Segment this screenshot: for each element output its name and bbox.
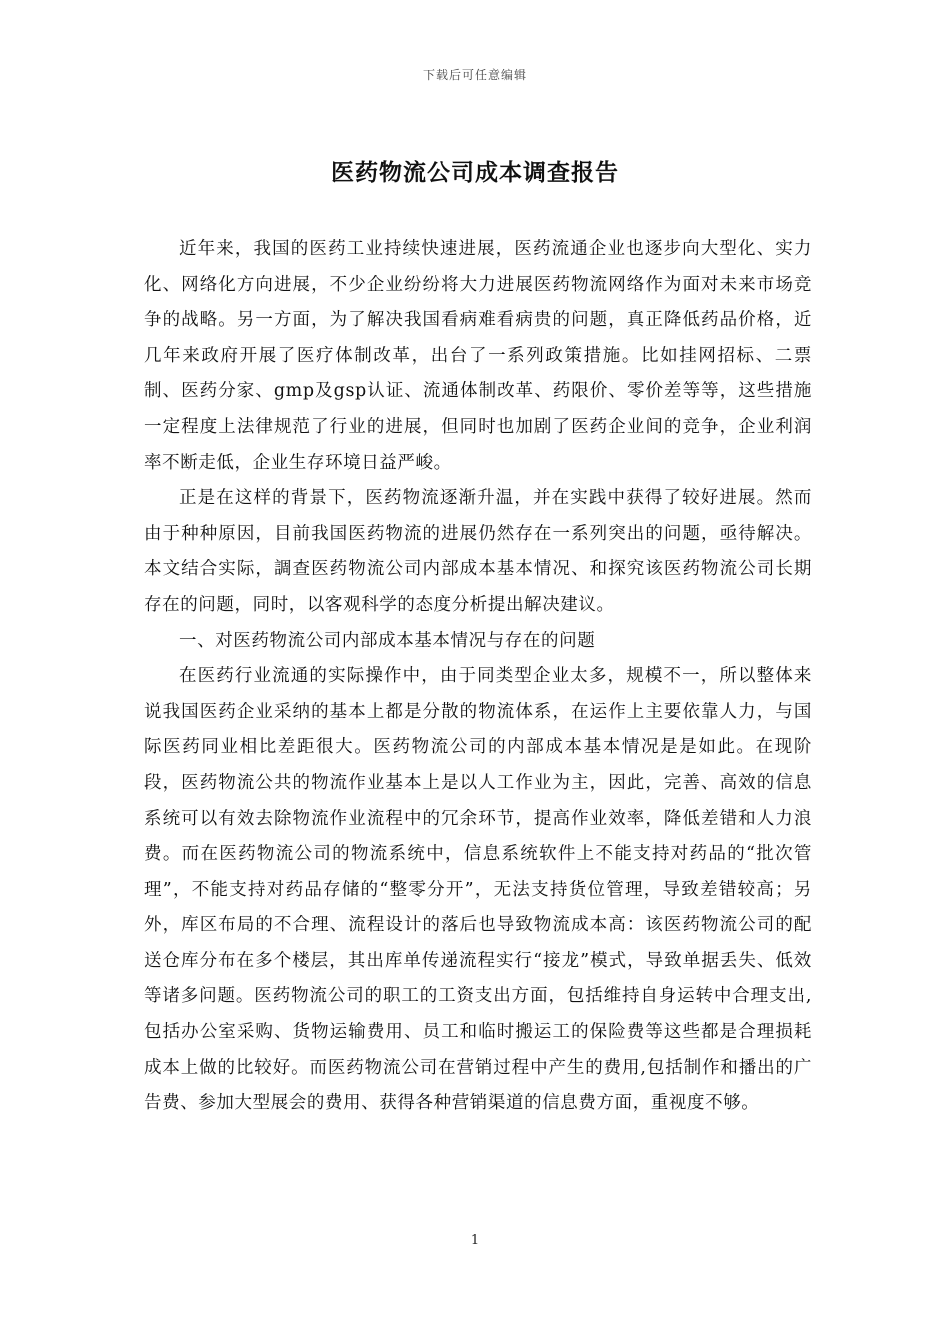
- paragraph-intro: 近年来，我国的医药工业持续快速进展，医药流通企业也逐步向大型化、实力化、网络化方向进展，不少企业纷纷将大力进展医药物流网络作为面对未来市场竞争的战略。另一方面，为了解决我国看病难看病贵的问题，真正降低药品价格，近几年来政府开展了医疗体制改革，出台了一系列政策措施。比如挂网招标、二票制、医药分家、gmp及gsp认证、流通体制改革、药限价、零价差等等，这些措施一定程度上法律规范了行业的进展，但同时也加剧了医药企业间的竞争，企业利润率不断走低，企业生存环境日益严峻。: [144, 239, 812, 473]
- page-header-note: 下载后可任意编辑: [422, 68, 527, 82]
- page-number: 1: [470, 1233, 480, 1248]
- paragraph-cost-situation: 在医药行业流通的实际操作中，由于同类型企业太多，规模不一，所以整体来说我国医药企业采纳的基本上都是分散的物流体系，在运作上主要依靠人力，与国际医药同业相比差距很大。医药物流公司的内部成本基本情况是是如此。在现阶段，医药物流公共的物流作业基本上是以人工作业为主，因此，完善、高效的信息系统可以有效去除物流作业流程中的冗余环节，提高作业效率，降低差错和人力浪费。而在医药物流公司的物流系统中，信息系统软件上不能支持对药品的“批次管理”，不能支持对药品存储的“整零分开”，无法支持货位管理，导致差错较高；另外，库区布局的不合理、流程设计的落后也导致物流成本高：该医药物流公司的配送仓库分布在多个楼层，其出库单传递流程实行“接龙”模式，导致单据丢失、低效等诸多问题。医药物流公司的职工的工资支出方面，包括维持自身运转中合理支出,包括办公室采购、货物运输费用、员工和临时搬运工的保险费等这些都是合理损耗成本上做的比较好。而医药物流公司在营销过程中产生的费用,包括制作和播出的广告费、参加大型展会的费用、获得各种营销渠道的信息费方面，重视度不够。: [144, 666, 812, 1114]
- document-body: [144, 232, 812, 1122]
- section-heading-1: 一、对医药物流公司内部成本基本情况与存在的问题: [179, 630, 596, 651]
- document-title: 医药物流公司成本调查报告: [331, 159, 619, 186]
- paragraph-background: 正是在这样的背景下，医药物流逐渐升温，并在实践中获得了较好进展。然而由于种种原因，目前我国医药物流的进展仍然存在一系列突出的问题，亟待解决。本文结合实际，調查医药物流公司内部成本基本情况、和探究该医药物流公司长期存在的问题，同时，以客观科学的态度分析提出解决建议。: [144, 488, 812, 615]
